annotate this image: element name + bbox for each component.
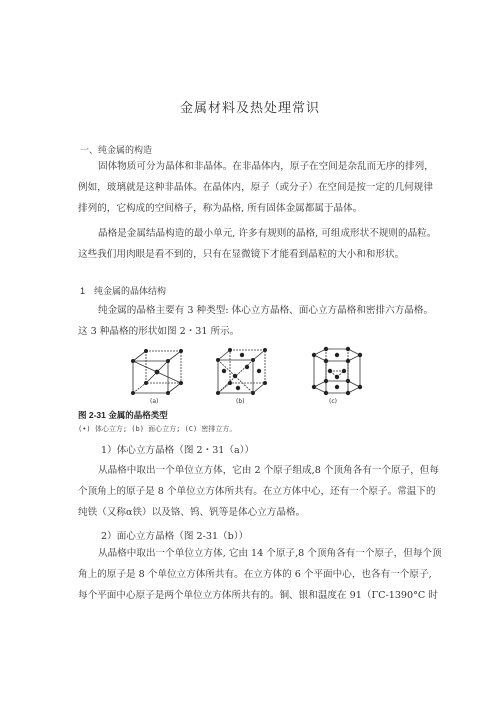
paragraph-5 <box>78 543 442 606</box>
subsection-bcc: 1）体心立方晶格（图 2・31（a）） <box>101 445 255 456</box>
paragraph-1 <box>78 156 434 219</box>
bcc-lattice-diagram <box>131 349 183 395</box>
paragraph-line: 例如，玻璃就是这种非晶体。在晶体内，原子（或分子）在空间是按一定的几何规律 <box>78 182 433 193</box>
figure-label-c: (c) <box>329 398 337 405</box>
paragraph-line: 排列的，它构成的空间格子，称为晶格, 所有固体金属都属于晶体。 <box>78 203 363 214</box>
subsection-fcc: 2）面心立方晶格（图 2-31（b）） <box>101 531 249 542</box>
paragraph-line: 这 3 种晶格的形状如图 2・31 所示。 <box>78 326 240 337</box>
figure-title: 图 2-31 金属的晶格类型 <box>78 410 168 420</box>
paragraph-line: 从晶格中取出一个单位立方体, 它由 14 个原子,8 个顶角各有一个原子，但每个顶 <box>98 548 442 559</box>
hcp-lattice-diagram <box>312 347 362 395</box>
paragraph-line: 固体物质可分为晶体和非晶体。在非晶体内，原子在空间是杂乱而无序的排列， <box>98 161 434 172</box>
paragraph-line: 角上的原子是 8 个单位立方体所共有。在立方体的 6 个平面中心，也各有一个原子, <box>78 569 432 580</box>
figure-label-b: (b) <box>236 398 245 405</box>
figure-caption: (•) 体心立方; (b) 面心立方; (C) 密排立方。 <box>78 425 237 433</box>
paragraph-4 <box>78 460 439 523</box>
paragraph-line: 纯铁（又称α铁）以及铬、钨、钒等是体心立方晶格。 <box>78 507 306 518</box>
crystal-lattice-figure <box>118 343 378 405</box>
paragraph-line: 每个平面中心原子是两个单位立方体所共有的。铜、银和温度在 91（ΓC-1390°C 时 <box>78 590 438 601</box>
paragraph-line: 这些我们用肉眼是看不到的，只有在显微镜下才能看到晶粒的大小和和形状。 <box>78 249 405 260</box>
paragraph-line: 纯金属的晶格主要有 3 种类型: 体心立方晶格、面心立方晶格和密排六方晶格。 <box>98 305 434 316</box>
paragraph-line: 晶格是金属结晶构造的最小单元, 许多有规则的晶格, 可组成形状不规则的晶粒。 <box>98 228 437 239</box>
paragraph-line: 从晶格中取出一个单位立方体，它由 2 个原子组成,8 个顶角各有一个原子，但每 <box>98 465 439 476</box>
paragraph-3 <box>78 300 434 342</box>
subsection-heading: 1 纯金属的晶体结构 <box>80 286 167 296</box>
section-heading: 一、纯金属的构造 <box>80 145 153 155</box>
figure-label-a: (a) <box>150 398 159 405</box>
fcc-lattice-diagram <box>216 348 267 395</box>
page-title: 金属材料及热处理常识 <box>179 101 320 116</box>
paragraph-2 <box>78 223 437 265</box>
paragraph-line: 个顶角上的原子是 8 个单位立方体所共有。在立方体中心，还有一个原子。常温下的 <box>78 486 436 497</box>
